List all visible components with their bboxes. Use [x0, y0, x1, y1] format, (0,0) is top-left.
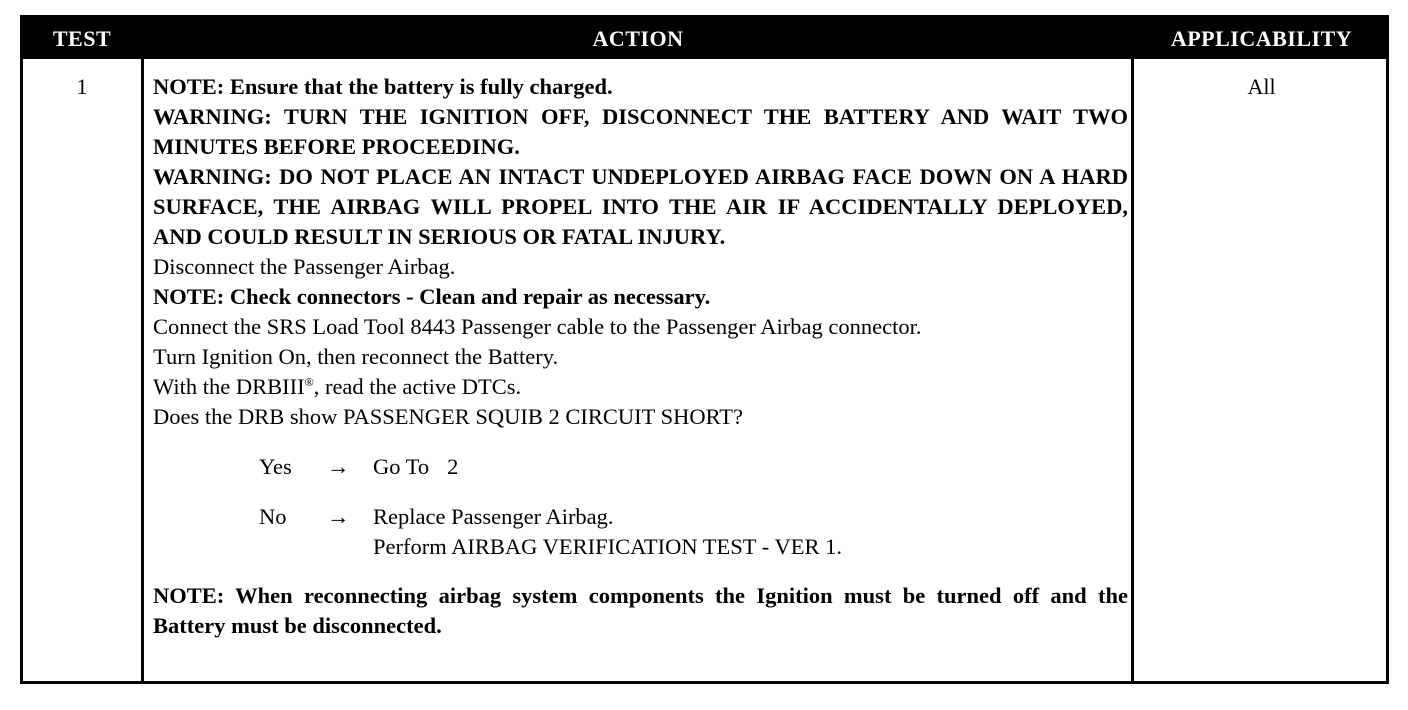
step-disconnect: Disconnect the Passenger Airbag. [153, 254, 456, 279]
no-result-line2: Perform AIRBAG VERIFICATION TEST - VER 1. [373, 534, 842, 559]
action-cell [153, 72, 1128, 641]
note-reconnect: NOTE: When reconnecting airbag system components the Ignition must be turned off and the Battery must be disconnected. [153, 583, 1128, 638]
column-divider-1 [141, 59, 144, 681]
choice-no [153, 502, 1128, 562]
yes-goto-target: 2 [447, 454, 459, 479]
warning-airbag: WARNING: DO NOT PLACE AN INTACT UNDEPLOYED AIRBAG FACE DOWN ON A HARD SURFACE, THE AIRBAG WILL PROPEL INTO THE AIR IF ACCIDENTALLY DEPLOYED, AND COULD RESULT IN SERIOUS OR FATAL INJURY. [153, 164, 1128, 249]
table-header-row [23, 18, 1386, 59]
registered-mark: ® [304, 375, 314, 389]
question: Does the DRB show PASSENGER SQUIB 2 CIRCUIT SHORT? [153, 404, 743, 429]
yes-label: Yes [259, 454, 292, 479]
choice-yes [153, 452, 1128, 482]
header-applicability: APPLICABILITY [1170, 26, 1353, 51]
header-action: ACTION [592, 26, 684, 51]
header-test: TEST [52, 26, 112, 51]
step-read-suffix: , read the active DTCs. [313, 374, 522, 399]
warning-ignition: WARNING: TURN THE IGNITION OFF, DISCONNECT THE BATTERY AND WAIT TWO MINUTES BEFORE PROCEEDING. [153, 104, 1128, 159]
diagnostic-table [20, 15, 1389, 684]
step-read-dtcs [153, 372, 1128, 402]
step-read-prefix: With the DRBIII [153, 374, 305, 399]
step-connect: Connect the SRS Load Tool 8443 Passenger cable to the Passenger Airbag connector. [153, 314, 922, 339]
test-number: 1 [76, 74, 88, 99]
note-battery: NOTE: Ensure that the battery is fully charged. [153, 74, 613, 99]
no-arrow-icon: → [327, 504, 350, 529]
yes-arrow-icon: → [327, 454, 350, 479]
no-result-line1: Replace Passenger Airbag. [373, 504, 614, 529]
applicability-value: All [1247, 74, 1276, 99]
yes-goto: Go To [373, 454, 430, 479]
step-ignition: Turn Ignition On, then reconnect the Battery. [153, 344, 559, 369]
yes-result [373, 452, 458, 482]
column-divider-2 [1131, 59, 1134, 681]
note-connectors: NOTE: Check connectors - Clean and repair as necessary. [153, 284, 711, 309]
no-label: No [259, 504, 287, 529]
